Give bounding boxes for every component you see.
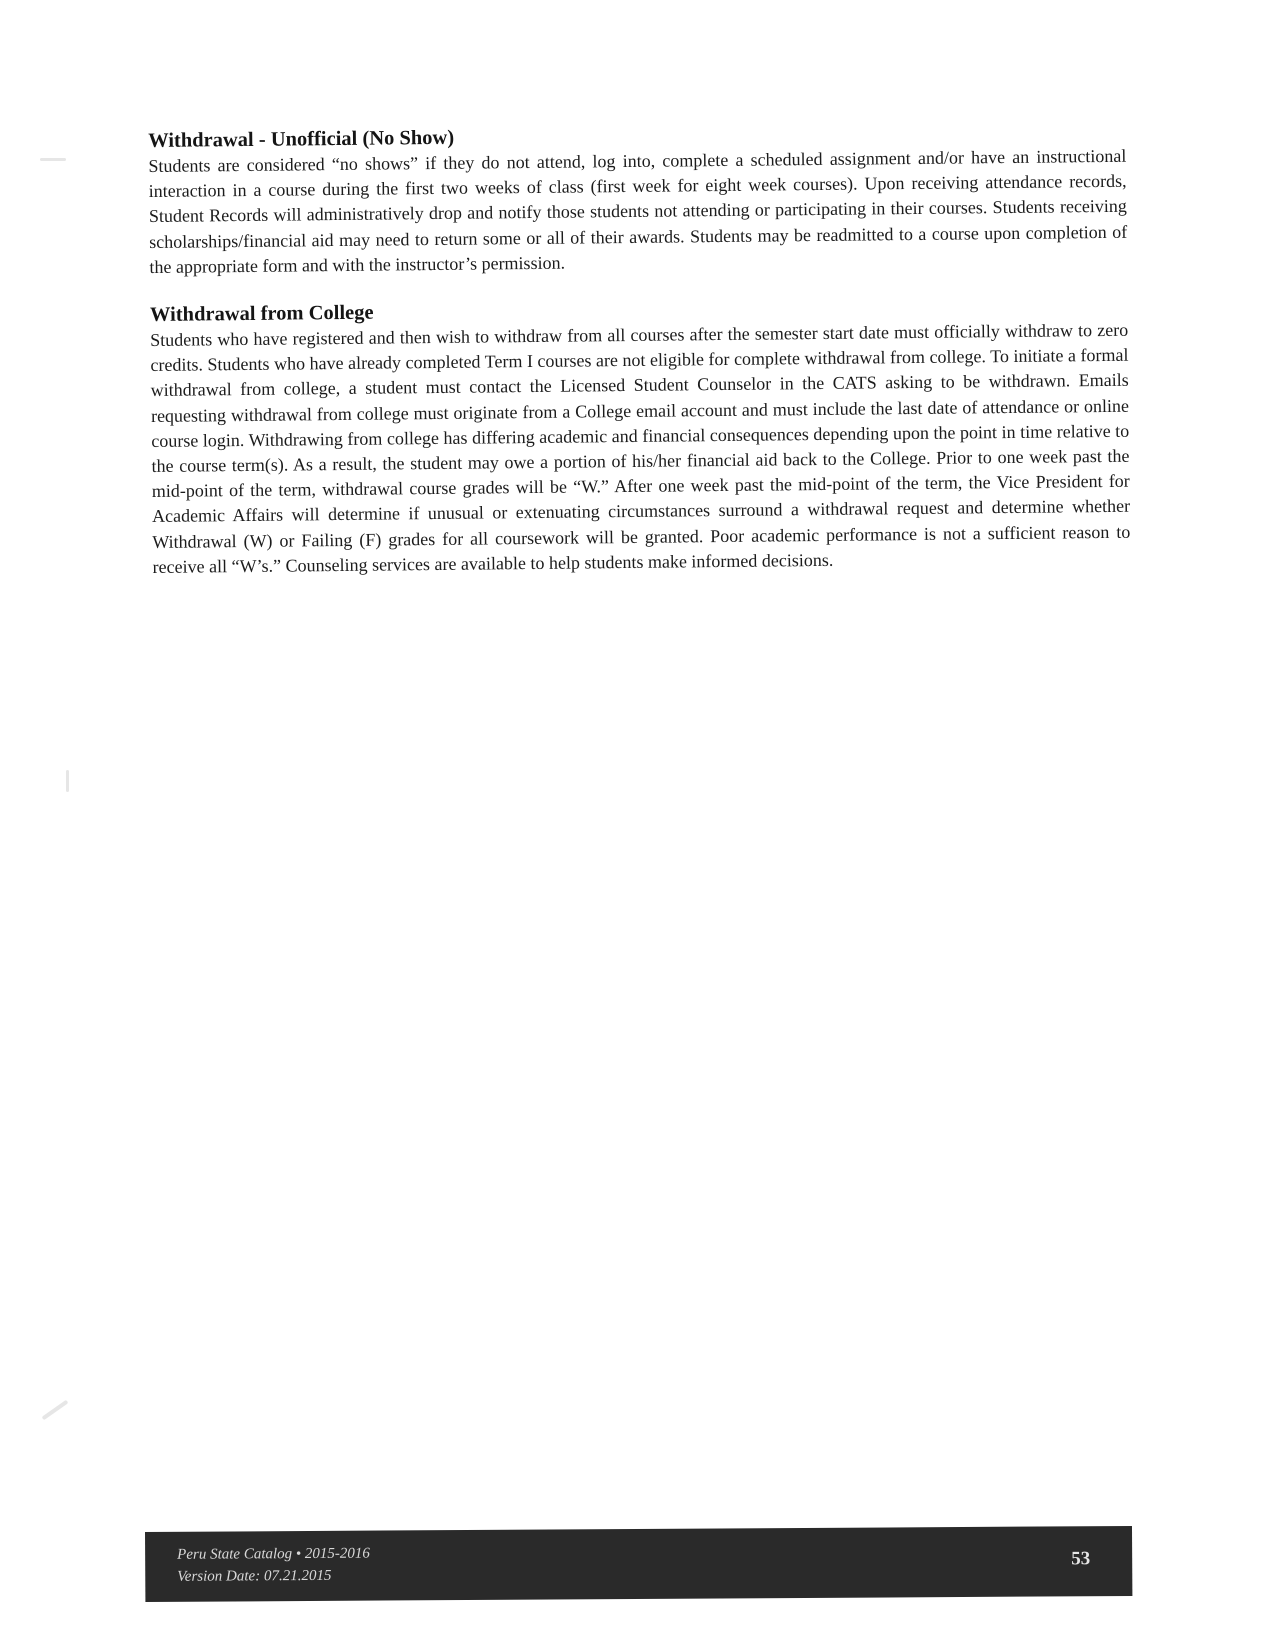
page-number: 53 bbox=[1071, 1548, 1091, 1570]
scan-artifact-top bbox=[40, 158, 66, 161]
scan-artifact-middle bbox=[66, 770, 69, 792]
section-paragraph: Students are considered “no shows” if they do not attend, log into, complete a scheduled assignment and/or have an instructional interaction in a course during the first two weeks of class (first week for eight week courses). Upon receiving attendance records, Student Records will administratively drop and notify those students not attending or participating in their courses. Students receiving scholarships/financial aid may need to return some or all of their awards. Students may be readmitted to a course upon completion of the appropriate form and with the instructor’s permission. bbox=[148, 145, 1128, 277]
section-heading: Withdrawal from College bbox=[149, 301, 374, 327]
scan-artifact-bottom bbox=[42, 1400, 69, 1420]
page-footer bbox=[145, 1526, 1132, 1602]
section-withdrawal-from-college bbox=[150, 292, 1131, 580]
footer-catalog-info bbox=[177, 1543, 370, 1588]
section-withdrawal-unofficial bbox=[148, 118, 1128, 280]
section-heading: Withdrawal - Unofficial (No Show) bbox=[148, 126, 455, 152]
footer-version-line: Version Date: 07.21.2015 bbox=[177, 1567, 332, 1585]
section-paragraph: Students who have registered and then wish to withdraw from all courses after the semester start date must officially withdraw to zero credits. Students who have already completed Term I courses are not eligible for complete withdrawal from college. To initiate a formal withdrawal from college, a student must contact the Licensed Student Counselor in the CATS asking to be withdrawn. Emails requesting withdrawal from college must originate from a College email account and must include the last date of attendance or online course login. Withdrawing from college has differing academic and financial consequences depending upon the point in time relative to the course term(s). As a result, the student may owe a portion of his/her financial aid back to the College. Prior to one week past the mid-point of the term, withdrawal course grades will be “W.” After one week past the mid-point of the term, the Vice President for Academic Affairs will determine if unusual or extenuating circumstances surround a withdrawal request and determine whether Withdrawal (W) or Failing (F) grades for all coursework will be granted. Poor academic performance is not a sufficient reason to receive all “W’s.” Counseling services are available to help students make informed decisions. bbox=[150, 319, 1131, 577]
footer-catalog-line: Peru State Catalog • 2015-2016 bbox=[177, 1545, 370, 1563]
main-content bbox=[148, 118, 1131, 602]
